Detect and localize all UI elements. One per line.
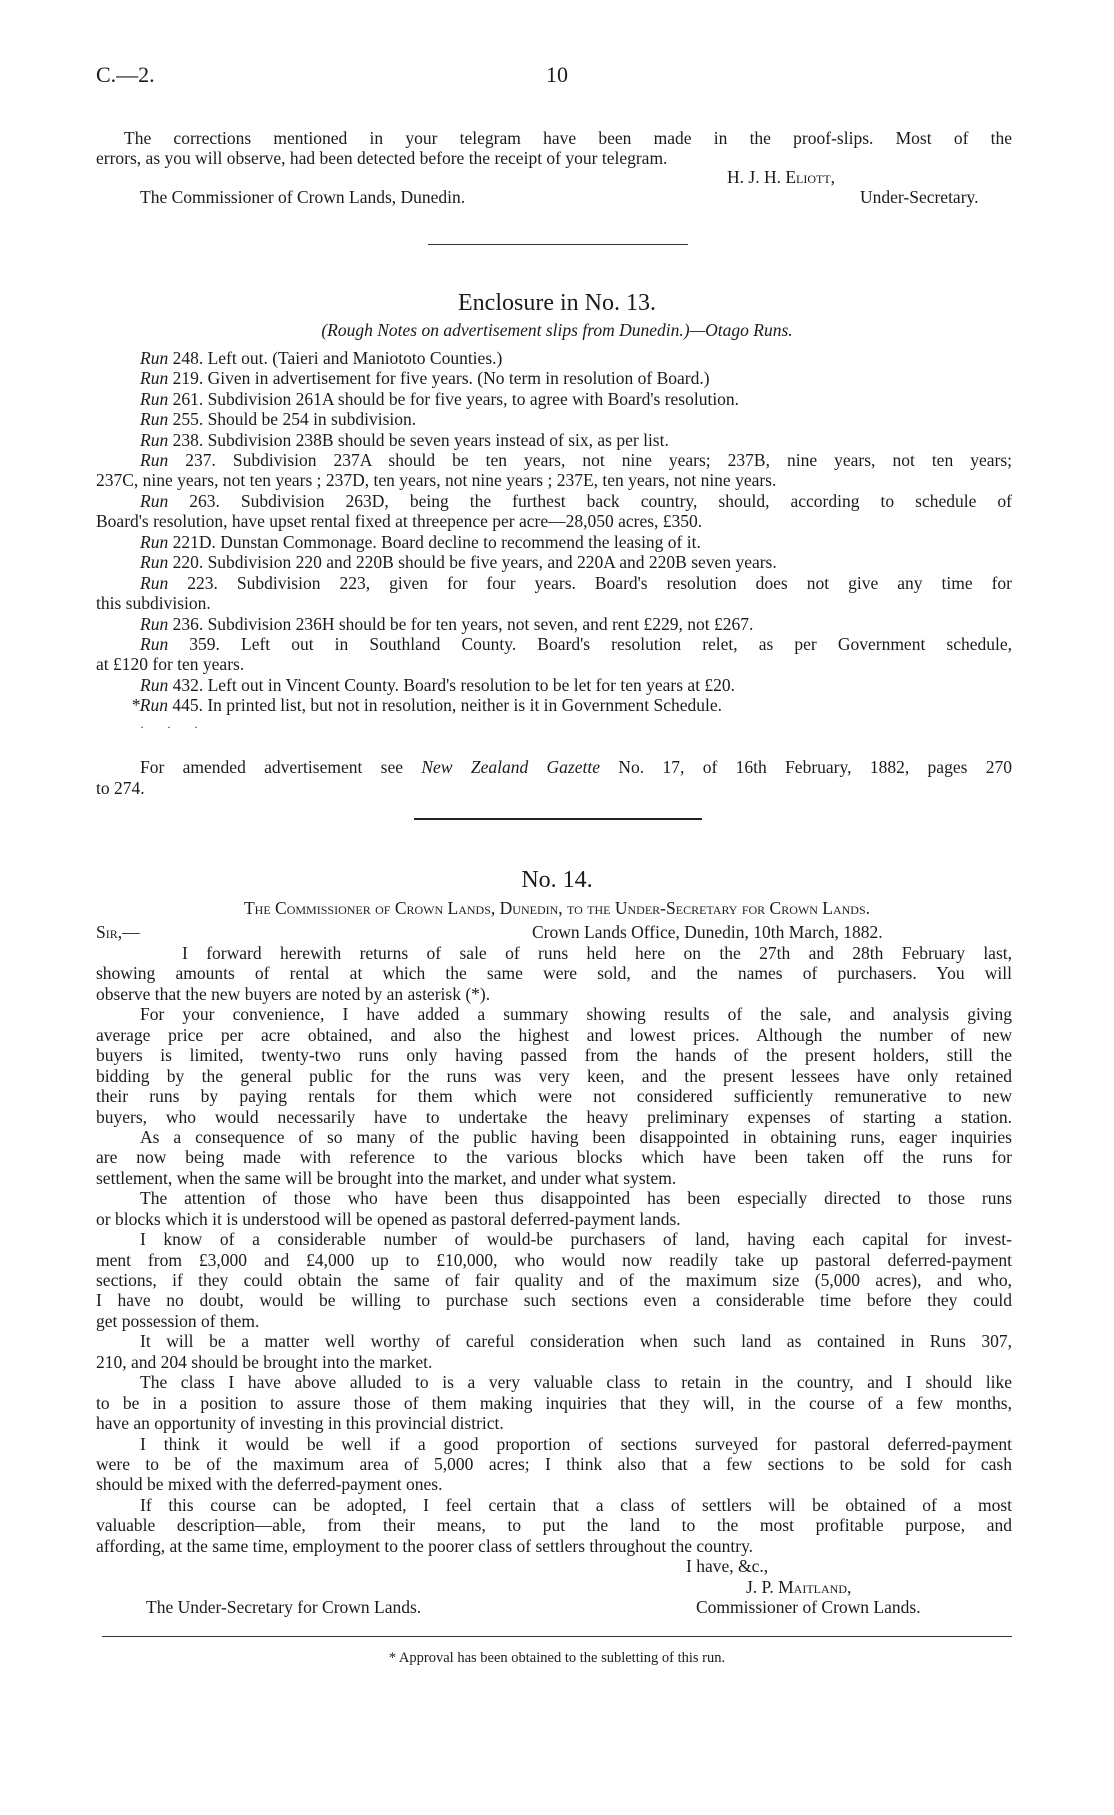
list-item: Run 248. Left out. (Taieri and Maniototo Counties.) — [140, 348, 503, 368]
list-item: Run 263. Subdivision 263D, being the furthest back country, should, according to schedule of — [140, 491, 1012, 511]
body-line: I forward herewith returns of sale of runs held here on the 27th and 28th February last, — [182, 943, 1012, 963]
body-line: have an opportunity of investing in this provincial district. — [96, 1413, 504, 1433]
body-line: to be in a position to assure those of them making inquiries that they will, in the course of a few months, — [96, 1393, 1012, 1413]
list-item: Board's resolution, have upset rental fixed at threepence per acre—28,050 acres, £350. — [96, 511, 703, 531]
body-line: For your convenience, I have added a summary showing results of the sale, and analysis giving — [140, 1004, 1012, 1024]
body-line: settlement, when the same will be brought into the market, and under what system. — [96, 1168, 677, 1188]
list-item: Run 432. Left out in Vincent County. Board's resolution to be let for ten years at £20. — [140, 675, 736, 695]
body-line: are now being made with reference to the various blocks which have been taken off the runs for — [96, 1147, 1012, 1167]
body-line: If this course can be adopted, I feel certain that a class of settlers will be obtained of a most — [140, 1495, 1012, 1515]
list-item: Run 221D. Dunstan Commonage. Board decline to recommend the leasing of it. — [140, 532, 701, 552]
list-item: Run 219. Given in advertisement for five years. (No term in resolution of Board.) — [140, 368, 710, 388]
amended-line-2: to 274. — [96, 778, 145, 798]
top-letter-line-2: errors, as you will observe, had been detected before the receipt of your telegram. — [96, 148, 668, 168]
footnote: * Approval has been obtained to the subletting of this run. — [388, 1650, 726, 1666]
list-item: Run 255. Should be 254 in subdivision. — [140, 409, 417, 429]
body-line: The attention of those who have been thus disappointed has been especially directed to those runs — [140, 1188, 1012, 1208]
list-item: Run 223. Subdivision 223, given for four years. Board's resolution does not give any time for — [140, 573, 1013, 593]
list-item: 237C, nine years, not ten years ; 237D, ten years, not nine years ; 237E, ten years, not nine years. — [96, 470, 777, 490]
dateline: Crown Lands Office, Dunedin, 10th March, 1882. — [532, 922, 883, 942]
list-item: at £120 for ten years. — [96, 654, 245, 674]
top-letter-signer-title: Under-Secretary. — [860, 187, 979, 207]
top-letter-addressee: The Commissioner of Crown Lands, Dunedin. — [140, 187, 466, 207]
enclosure-subtitle: (Rough Notes on advertisement slips from Dunedin.)—Otago Runs. — [321, 320, 793, 340]
page-number: 10 — [546, 62, 568, 87]
list-item: Run 261. Subdivision 261A should be for five years, to agree with Board's resolution. — [140, 389, 740, 409]
body-line: bidding by the general public for the runs was very keen, and the present lessees have only retained — [96, 1066, 1012, 1086]
no14-signer-title: Commissioner of Crown Lands. — [696, 1597, 921, 1617]
no14-title: No. 14. — [521, 867, 593, 893]
body-line: get possession of them. — [96, 1311, 260, 1331]
body-line: sections, if they could obtain the same of fair quality and of the maximum size (5,000 acres), and who, — [96, 1270, 1012, 1290]
document-code: C.—2. — [96, 62, 155, 87]
body-line: buyers, who would necessarily have to undertake the heavy preliminary expenses of starting a station. — [96, 1107, 1012, 1127]
body-line: showing amounts of rental at which the same were sold, and the names of purchasers. You will — [96, 963, 1012, 983]
enclosure-title: Enclosure in No. 13. — [458, 290, 656, 316]
body-line: valuable description—able, from their means, to put the land to the most profitable purpose, and — [96, 1515, 1012, 1535]
body-line: ment from £3,000 and £4,000 up to £10,000, who would now readily take up pastoral deferred-payment — [96, 1250, 1012, 1270]
ellipsis: · · · — [140, 720, 208, 734]
body-line: observe that the new buyers are noted by an asterisk (*). — [96, 984, 491, 1004]
no14-addressee: The Under-Secretary for Crown Lands. — [146, 1597, 422, 1617]
list-item: this subdivision. — [96, 593, 211, 613]
divider-1 — [428, 244, 688, 245]
body-line: average price per acre obtained, and also the highest and lowest prices. Although the number of new — [96, 1025, 1012, 1045]
body-line: I have no doubt, would be willing to purchase such sections even a considerable time before they could — [96, 1290, 1012, 1310]
list-item: Run 220. Subdivision 220 and 220B should be five years, and 220A and 220B seven years. — [140, 552, 777, 572]
body-line: or blocks which it is understood will be opened as pastoral deferred-payment lands. — [96, 1209, 681, 1229]
closing: I have, &c., — [686, 1556, 769, 1576]
list-item: Run 238. Subdivision 238B should be seven years instead of six, as per list. — [140, 430, 669, 450]
body-line: I know of a considerable number of would-be purchasers of land, having each capital for invest- — [140, 1229, 1012, 1249]
divider-2 — [414, 818, 702, 820]
footnote-rule — [102, 1636, 1012, 1637]
body-line: affording, at the same time, employment to the poorer class of settlers throughout the country. — [96, 1536, 754, 1556]
amended-line-1: For amended advertisement see New Zealand Gazette No. 17, of 16th February, 1882, pages 270 — [140, 757, 1013, 777]
no14-signer: J. P. Maitland, — [746, 1577, 852, 1597]
list-item: Run 359. Left out in Southland County. Board's resolution relet, as per Government schedule, — [140, 634, 1012, 654]
body-line: were to be of the maximum area of 5,000 acres; I think also that a few sections to be sold for cash — [96, 1454, 1012, 1474]
no14-from-line: The Commissioner of Crown Lands, Dunedin, to the Under-Secretary for Crown Lands. — [243, 898, 870, 918]
body-line: As a consequence of so many of the public having been disappointed in obtaining runs, eager inquiries — [140, 1127, 1012, 1147]
list-item: Run 236. Subdivision 236H should be for ten years, not seven, and rent £229, not £267. — [140, 614, 754, 634]
body-line: I think it would be well if a good proportion of sections surveyed for pastoral deferred-payment — [140, 1434, 1012, 1454]
salutation: Sir,— — [96, 922, 140, 942]
body-line: buyers is limited, twenty-two runs only having passed from the hands of the present holders, still the — [96, 1045, 1012, 1065]
body-line: The class I have above alluded to is a very valuable class to retain in the country, and I should like — [140, 1372, 1012, 1392]
body-line: It will be a matter well worthy of careful consideration when such land as contained in Runs 307, — [140, 1331, 1012, 1351]
top-letter-signer: H. J. H. Eliott, — [727, 167, 836, 187]
body-line: 210, and 204 should be brought into the market. — [96, 1352, 433, 1372]
top-letter-line-1: The corrections mentioned in your telegram have been made in the proof-slips. Most of the — [124, 128, 1012, 148]
list-item: Run 237. Subdivision 237A should be ten years, not nine years; 237B, nine years, not ten years; — [140, 450, 1012, 470]
body-line: their runs by paying rentals for them which were not considered sufficiently remunerative to new — [96, 1086, 1012, 1106]
list-item: *Run 445. In printed list, but not in resolution, neither is it in Government Schedule. — [131, 695, 723, 715]
body-line: should be mixed with the deferred-payment ones. — [96, 1474, 443, 1494]
